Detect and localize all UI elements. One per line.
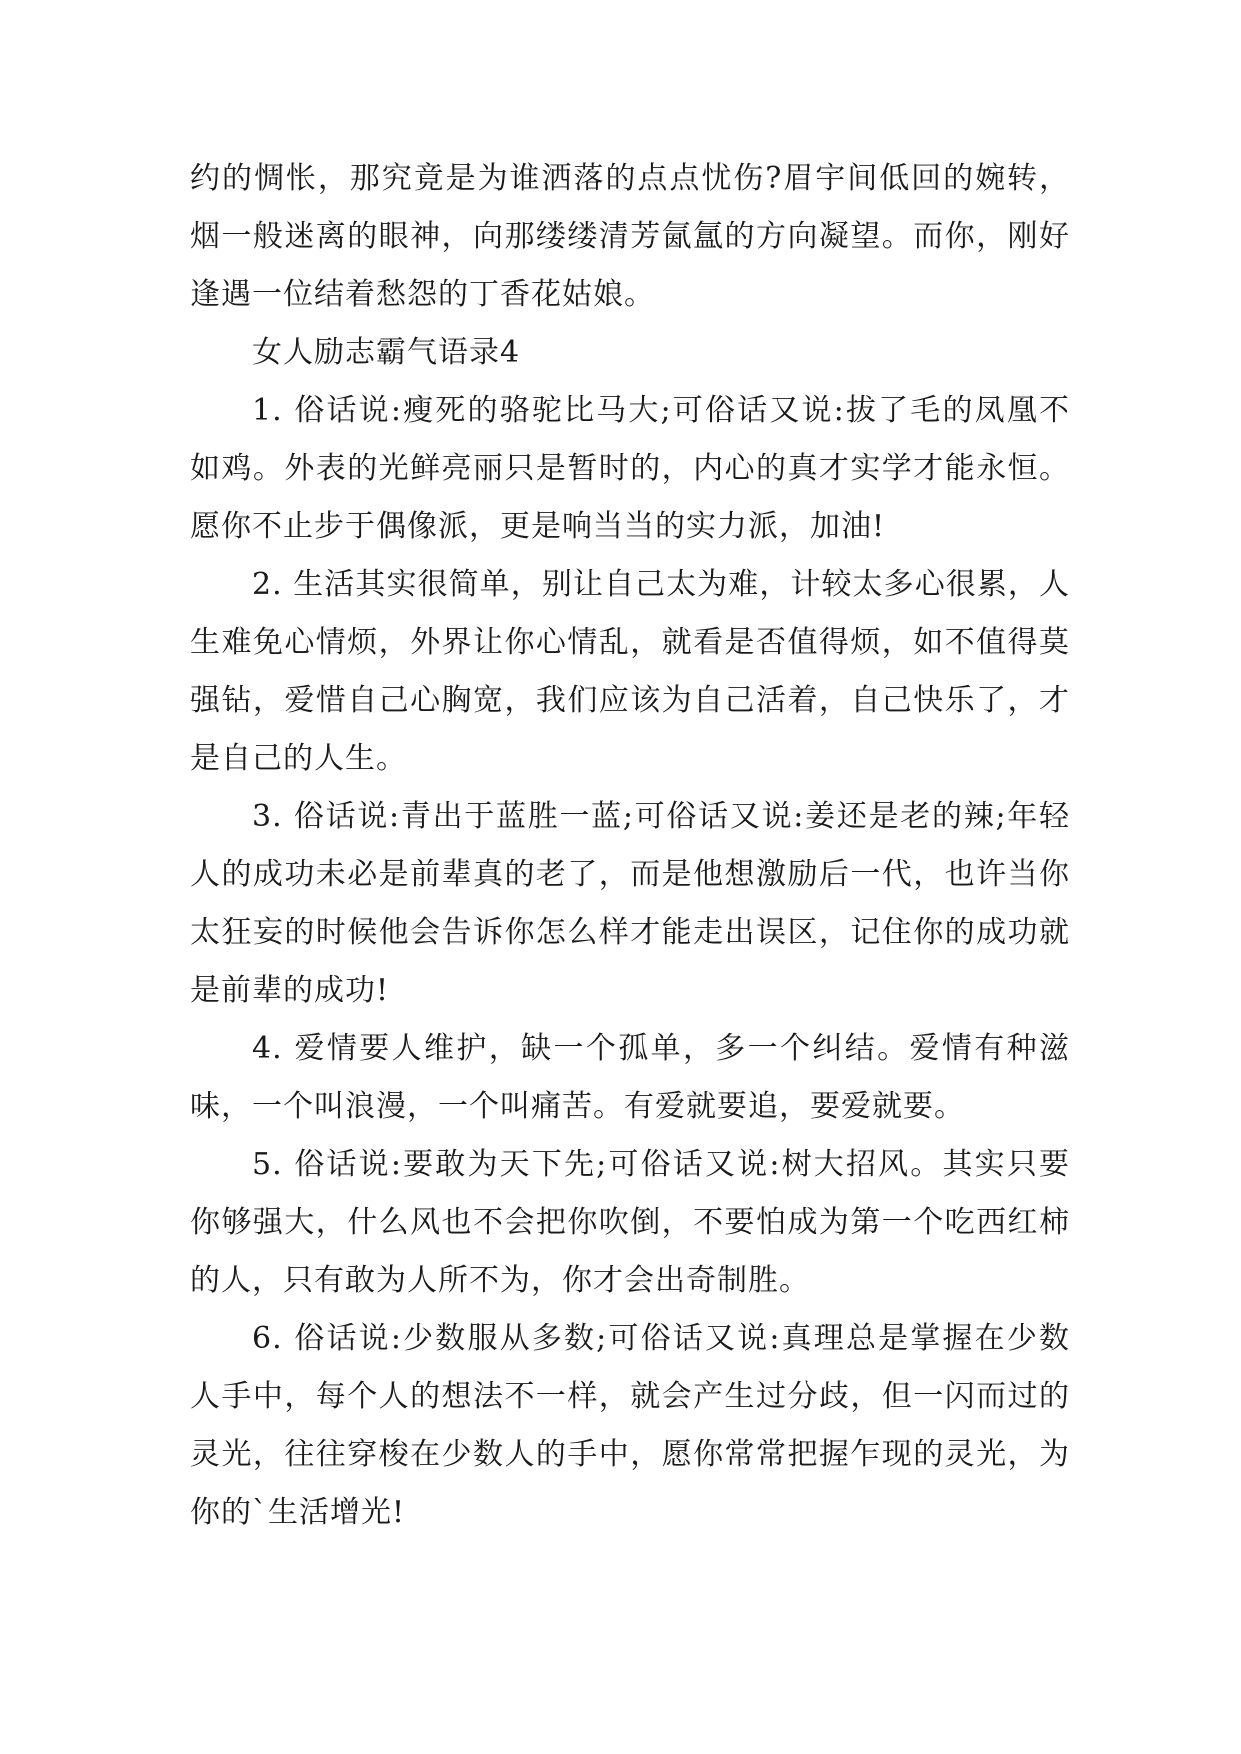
list-item-6: 6. 俗话说:少数服从多数;可俗话又说:真理总是掌握在少数人手中，每个人的想法不一样，就会产生过分歧，但一闪而过的灵光，往往穿梭在少数人的手中，愿你常常把握乍现的灵光，为你的`生活增光!	[190, 1321, 1070, 1530]
list-item-2: 2. 生活其实很简单，别让自己太为难，计较太多心很累，人生难免心情烦，外界让你心情乱，就看是否值得烦，如不值得莫强钻，爱惜自己心胸宽，我们应该为自己活着，自己快乐了，才是自己的人生。	[190, 567, 1070, 776]
document-page	[190, 150, 1070, 1542]
list-item-5: 5. 俗话说:要敢为天下先;可俗话又说:树大招风。其实只要你够强大，什么风也不会把你吹倒，不要怕成为第一个吃西红柿的人，只有敢为人所不为，你才会出奇制胜。	[190, 1147, 1070, 1298]
list-item-4: 4. 爱情要人维护，缺一个孤单，多一个纠结。爱情有种滋味，一个叫浪漫，一个叫痛苦。有爱就要追，要爱就要。	[190, 1031, 1070, 1124]
section-heading: 女人励志霸气语录4	[252, 335, 521, 370]
paragraph-continuation: 约的惆怅，那究竟是为谁洒落的点点忧伤?眉宇间低回的婉转，烟一般迷离的眼神，向那缕缕清芳氤氲的方向凝望。而你，刚好逢遇一位结着愁怨的丁香花姑娘。	[190, 161, 1070, 312]
list-item-1: 1. 俗话说:瘦死的骆驼比马大;可俗话又说:拔了毛的凤凰不如鸡。外表的光鲜亮丽只是暂时的，内心的真才实学才能永恒。愿你不止步于偶像派，更是响当当的实力派，加油!	[190, 393, 1070, 544]
list-item-3: 3. 俗话说:青出于蓝胜一蓝;可俗话又说:姜还是老的辣;年轻人的成功未必是前辈真的老了，而是他想激励后一代，也许当你太狂妄的时候他会告诉你怎么样才能走出误区，记住你的成功就是前辈的成功!	[190, 799, 1070, 1008]
